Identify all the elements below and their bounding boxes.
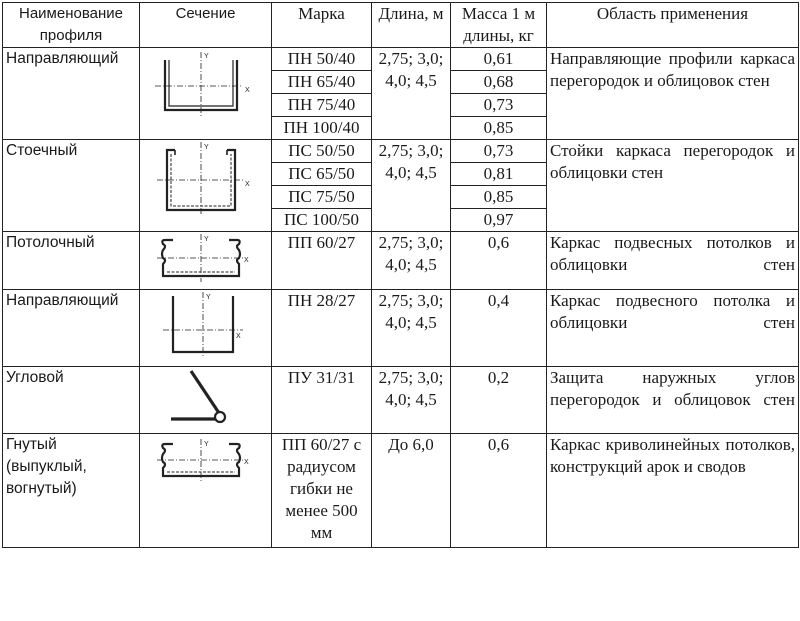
mass-cell: 0,6 [451,232,547,290]
bent-profile-icon [151,438,261,484]
mass-cell: 0,4 [451,290,547,367]
header-usage: Область применения [547,3,799,48]
mass-cell: 0,6 [451,434,547,548]
axis-y-label: Y [203,53,209,60]
table-row [3,232,799,290]
usage-cell: Стойки каркаса перегородок и облицовки стен [547,140,799,232]
length-cell: 2,75; 3,0; 4,0; 4,5 [372,140,451,232]
table-row [3,367,799,434]
profile-name: Направляющий [3,48,140,140]
axis-x-label: X [244,87,250,94]
section-cell [140,367,272,434]
header-row [3,3,799,48]
guide-channel-icon [151,48,261,126]
length-cell: 2,75; 3,0; 4,0; 4,5 [372,367,451,434]
usage-cell: Каркас подвесного потолка и облицовки стен [547,290,799,367]
table-row [3,48,799,71]
mark-cell: ПУ 31/31 [272,367,372,434]
table-row [3,140,799,163]
mass-cell: 0,61 [451,48,547,71]
length-cell: До 6,0 [372,434,451,548]
length-cell: 2,75; 3,0; 4,0; 4,5 [372,290,451,367]
profile-name: Гнутый (выпуклый, вогнутый) [3,434,140,548]
header-name: Наименование профиля [3,3,140,48]
mass-cell: 0,85 [451,186,547,209]
usage-cell: Каркас подвесных потолков и облицовки стен [547,232,799,290]
header-mass: Масса 1 м длины, кг [451,3,547,48]
header-length: Длина, м [372,3,451,48]
profile-name: Стоечный [3,140,140,232]
mark-cell: ПН 50/40 [272,48,372,71]
axis-x-label: X [244,181,250,188]
mark-cell: ПН 28/27 [272,290,372,367]
length-cell: 2,75; 3,0; 4,0; 4,5 [372,232,451,290]
mark-cell: ПС 100/50 [272,209,372,232]
mark-cell: ПС 65/50 [272,163,372,186]
mass-cell: 0,85 [451,117,547,140]
mark-cell: ПС 50/50 [272,140,372,163]
profile-name: Направляющий [3,290,140,367]
guide-channel-small-icon [151,290,261,360]
header-section: Сечение [140,3,272,48]
section-cell [140,48,272,140]
axis-x-label: X [235,333,241,340]
mark-cell: ПН 65/40 [272,71,372,94]
header-mark: Марка [272,3,372,48]
usage-cell: Каркас криволинейных потолков, конструкций арок и сводов [547,434,799,548]
section-cell [140,232,272,290]
profile-spec-table [2,2,799,548]
axis-y-label: Y [203,236,209,243]
profile-name: Потолочный [3,232,140,290]
mark-cell: ПП 60/27 [272,232,372,290]
length-cell: 2,75; 3,0; 4,0; 4,5 [372,48,451,140]
mass-cell: 0,73 [451,140,547,163]
axis-y-label: Y [205,294,211,301]
axis-y-label: Y [203,441,209,448]
usage-cell [547,367,799,434]
axis-x-label: X [243,459,249,466]
section-cell [140,290,272,367]
usage-cell: Направляющие профили каркаса перегородок и облицовок стен [547,48,799,140]
mass-cell: 0,81 [451,163,547,186]
ceiling-profile-icon [151,232,261,284]
mark-cell: ПН 100/40 [272,117,372,140]
axis-x-label: X [243,257,249,264]
table-row [3,434,799,548]
mark-cell: ПН 75/40 [272,94,372,117]
corner-profile-icon [151,367,261,429]
table-row [3,290,799,367]
section-cell [140,434,272,548]
mark-cell: ПП 60/27 с радиусом гибки не менее 500 мм [272,434,372,548]
section-cell [140,140,272,232]
mass-cell: 0,2 [451,367,547,434]
stud-channel-icon [151,140,261,220]
mass-cell: 0,97 [451,209,547,232]
usage-text: Защита наружных углов перегородок и облицовок стен [550,368,795,409]
mass-cell: 0,73 [451,94,547,117]
axis-y-label: Y [203,144,209,151]
mass-cell: 0,68 [451,71,547,94]
mark-cell: ПС 75/50 [272,186,372,209]
profile-name: Угловой [3,367,140,434]
